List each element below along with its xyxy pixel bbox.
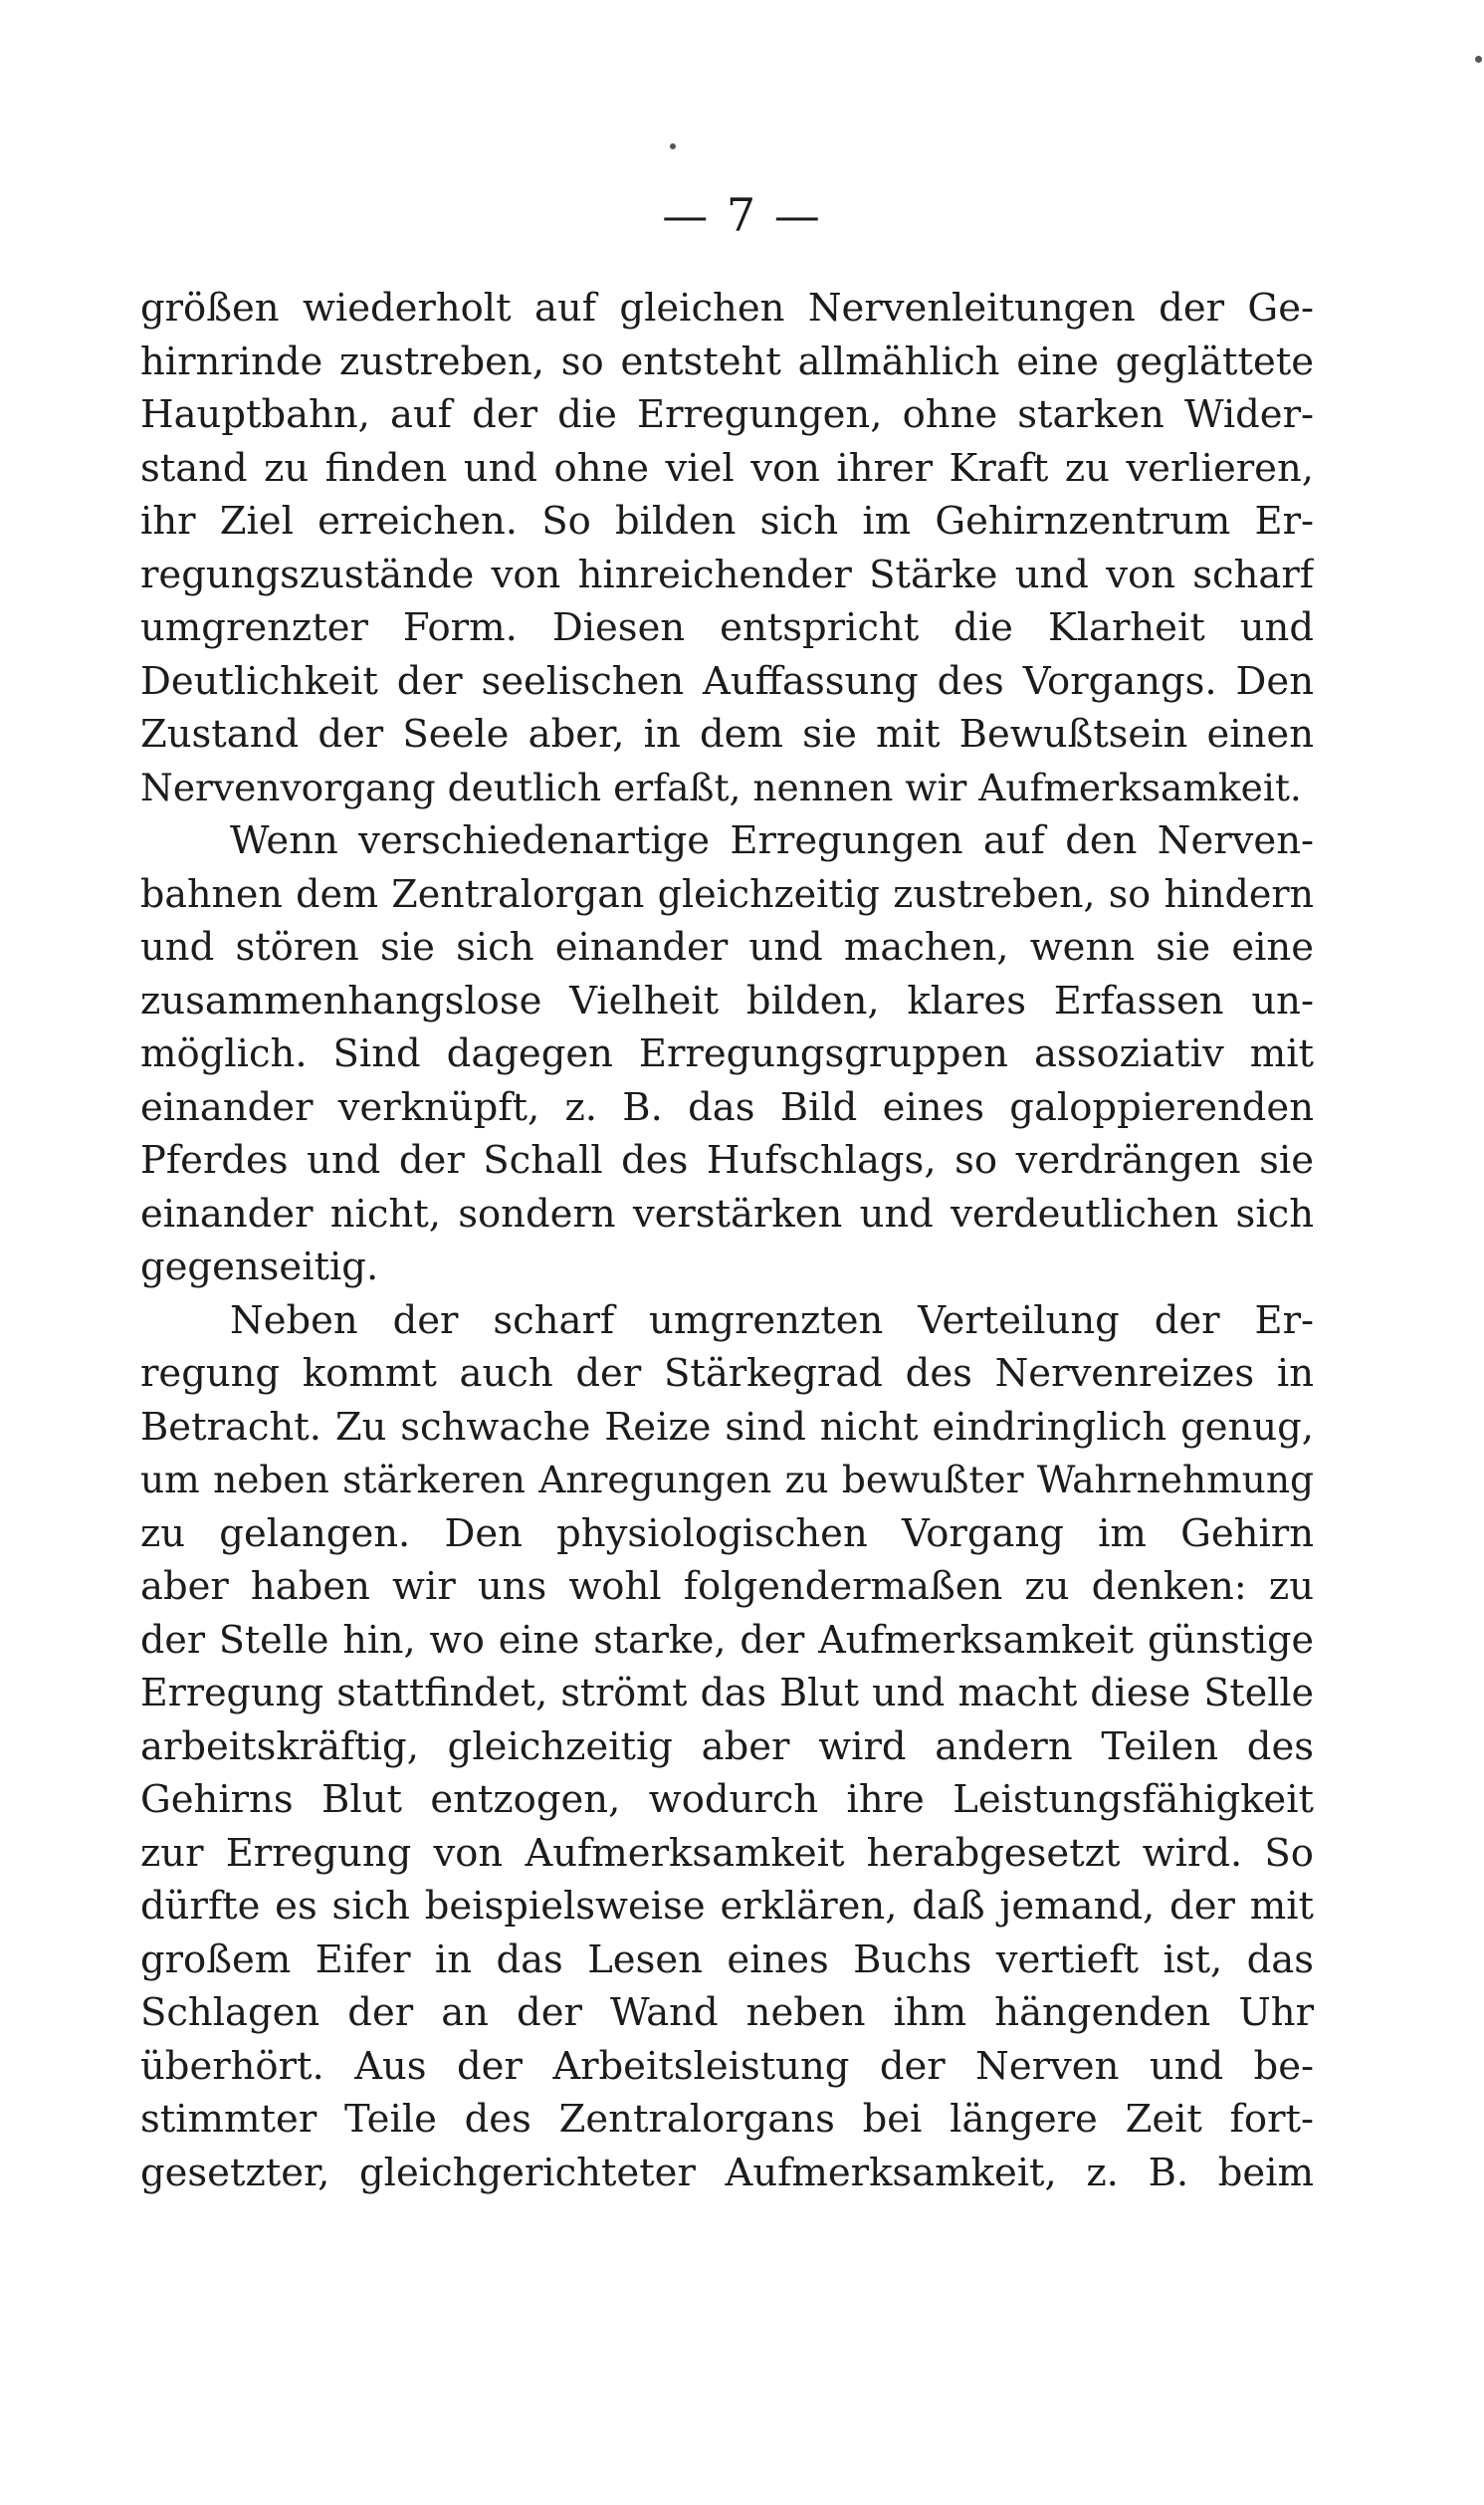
text-line: gesetzter, gleichgerichteter Aufmerksamkeit, z. B. beim: [140, 2150, 1314, 2195]
text-line: größen wiederholt auf gleichen Nervenleitungen der Ge-: [140, 286, 1314, 331]
text-line: einander nicht, sondern verstärken und verdeutlichen sich: [140, 1191, 1314, 1237]
text-line: gegenseitig.: [140, 1245, 379, 1289]
scan-speck: [670, 143, 676, 149]
text-line: zu gelangen. Den physiologischen Vorgang im Gehirn: [140, 1510, 1314, 1556]
text-line: Zustand der Seele aber, in dem sie mit Bewußtsein einen: [140, 712, 1314, 757]
text-line: großem Eifer in das Lesen eines Buchs vertieft ist, das: [140, 1936, 1314, 1982]
text-line: Deutlichkeit der seelischen Auffassung des Vorgangs. Den: [140, 658, 1314, 704]
text-line: hirnrinde zustreben, so entsteht allmählich eine geglättete: [140, 339, 1314, 384]
text-line: um neben stärkeren Anregungen zu bewußter Wahrnehmung: [140, 1458, 1314, 1501]
text-line: regungszustände von hinreichender Stärke und von scharf: [140, 552, 1314, 597]
body-text: [140, 282, 1314, 2199]
text-line: dürfte es sich beispielsweise erklären, daß jemand, der mit: [140, 1884, 1314, 1929]
text-line: überhört. Aus der Arbeitsleistung der Nerven und be-: [140, 2043, 1314, 2089]
text-line: stimmter Teile des Zentralorgans bei längere Zeit fort-: [140, 2097, 1314, 2142]
text-line: Nervenvorgang deutlich erfaßt, nennen wir Aufmerksamkeit.: [140, 765, 1302, 809]
text-line: Schlagen der an der Wand neben ihm hängenden Uhr: [140, 1990, 1314, 2035]
text-line: Neben der scharf umgrenzten Verteilung der Er-: [230, 1297, 1314, 1343]
text-line: und stören sie sich einander und machen, wenn sie eine: [140, 925, 1314, 970]
text-line: der Stelle hin, wo eine starke, der Aufmerksamkeit günstige: [140, 1617, 1314, 1662]
text-line: aber haben wir uns wohl folgendermaßen zu denken: zu: [140, 1564, 1314, 1609]
text-line: Pferdes und der Schall des Hufschlags, so verdrängen sie: [140, 1138, 1314, 1183]
text-line: stand zu finden und ohne viel von ihrer Kraft zu verlieren,: [140, 445, 1314, 491]
paragraph: [140, 282, 1314, 814]
text-line: Wenn verschiedenartige Erregungen auf den Nerven-: [230, 818, 1314, 863]
text-line: ihr Ziel erreichen. So bilden sich im Gehirnzentrum Er-: [140, 499, 1314, 544]
text-line: regung kommt auch der Stärkegrad des Nervenreizes in: [140, 1351, 1314, 1396]
text-line: bahnen dem Zentralorgan gleichzeitig zustreben, so hindern: [140, 871, 1314, 916]
text-line: zur Erregung von Aufmerksamkeit herabgesetzt wird. So: [140, 1830, 1314, 1876]
page-number: — 7 —: [662, 188, 822, 242]
text-line: arbeitskräftig, gleichzeitig aber wird andern Teilen des: [140, 1723, 1314, 1769]
scan-speck: [1475, 56, 1482, 63]
text-line: Erregung stattfindet, strömt das Blut und macht diese Stelle: [140, 1671, 1314, 1714]
text-line: möglich. Sind dagegen Erregungsgruppen assoziativ mit: [140, 1031, 1314, 1076]
paragraph: [140, 814, 1314, 1294]
text-line: zusammenhangslose Vielheit bilden, klares Erfassen un-: [140, 978, 1314, 1024]
paragraph: [140, 1294, 1314, 2200]
text-line: Gehirns Blut entzogen, wodurch ihre Leistungsfähigkeit: [140, 1777, 1314, 1822]
text-line: Hauptbahn, auf der die Erregungen, ohne starken Wider-: [140, 392, 1314, 437]
text-line: Betracht. Zu schwache Reize sind nicht eindringlich genug,: [140, 1404, 1314, 1450]
text-line: umgrenzter Form. Diesen entspricht die Klarheit und: [140, 605, 1314, 650]
text-line: einander verknüpft, z. B. das Bild eines galoppierenden: [140, 1084, 1314, 1130]
